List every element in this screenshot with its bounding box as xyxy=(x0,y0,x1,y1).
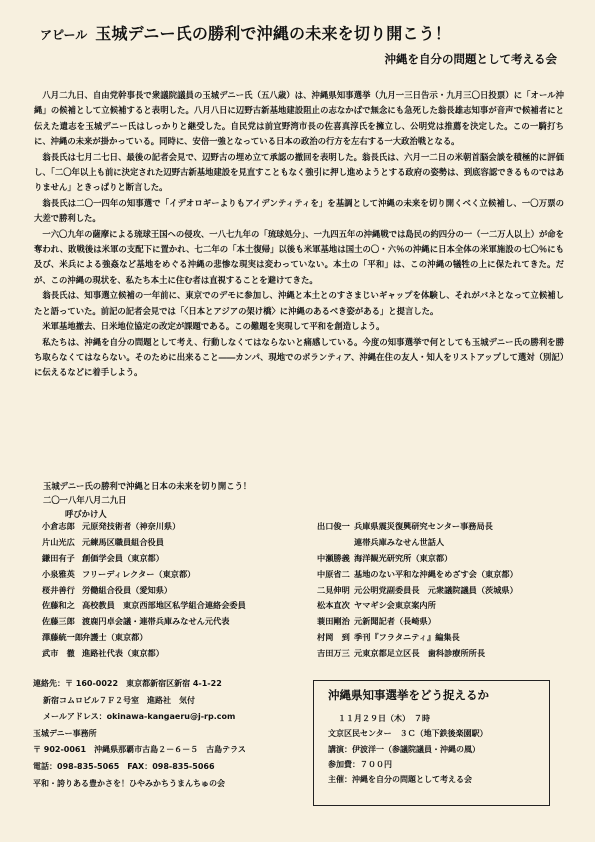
caller-name: 吉田万三 xyxy=(317,648,350,659)
body-paragraph: 翁長氏は二〇一四年の知事選で「イデオロギーよりもアイデンティティを」を基調として沖縄の未来を切り開くべく立候補し、一〇万票の大差で勝利した。 xyxy=(34,197,564,224)
caller-row xyxy=(317,614,518,630)
caller-role: 創価学会員（東京都） xyxy=(82,552,164,563)
caller-role: 労働組合役員（愛知県） xyxy=(82,584,173,595)
organizer-subtitle: 沖縄を自分の問題として考える会 xyxy=(384,52,557,66)
caller-role: 元公明党副委員長 元衆議院議員（茨城県） xyxy=(354,584,518,595)
caller-name: 中瀬勝義 xyxy=(317,552,350,563)
contact-email-line xyxy=(33,709,303,726)
caller-name: 鎌田有子 xyxy=(42,552,75,563)
caller-role: 連帯兵庫みなせん世話人 xyxy=(354,536,445,547)
caller-row xyxy=(42,583,246,599)
callers-heading: 呼びかけ人 xyxy=(65,509,107,519)
caller-role: 季刊『フラタニティ』編集長 xyxy=(354,632,460,643)
caller-name: 蓑田剛治 xyxy=(317,616,350,627)
body-paragraph: 翁長氏は、知事選立候補の一年前に、東京でのデモに参加し、沖縄と本土とのすさまじいギャップを体験し、それがバネとなって立候補したと語っていた。前記の記者会見では「〈日本とアジアの架け橋〉に沖縄のあるべき姿がある」と提言した。 xyxy=(34,290,564,316)
caller-name: 武市 徹 xyxy=(42,648,75,659)
caller-name: 澤藤統一郎 xyxy=(42,632,83,643)
issue-date: 二〇一八年八月二九日 xyxy=(43,495,127,505)
callers-list-left xyxy=(42,519,246,662)
caller-row xyxy=(42,614,246,630)
appeal-label: アピール xyxy=(40,28,88,42)
caller-role: 元新聞記者（長崎県） xyxy=(354,616,436,627)
caller-role: 基地のない平和な沖縄をめざす会（東京都） xyxy=(354,568,518,579)
caller-name: 桜井善行 xyxy=(42,584,75,595)
caller-role: 元練馬区職員組合役員 xyxy=(82,536,164,547)
caller-row xyxy=(317,535,518,551)
body-paragraph: 米軍基地撤去、日米地位協定の改定が課題である。この難題を実現して平和を創造しよう。 xyxy=(42,321,385,332)
caller-row xyxy=(42,598,246,614)
caller-name: 二見伸明 xyxy=(317,584,350,595)
office-phone: 電話：098-835-5065 FAX：098-835-5066 xyxy=(33,761,215,771)
caller-row xyxy=(317,598,518,614)
caller-row xyxy=(317,583,518,599)
caller-name: 佐藤三郎 xyxy=(42,616,75,627)
caller-role: 元東京都足立区長 歯科診療所所長 xyxy=(354,648,486,659)
caller-role: 弁護士（東京都） xyxy=(82,632,148,643)
office-title: 玉城デニー事務所 xyxy=(33,728,97,738)
contact-postal: 〒 160-0022 東京都新宿区新宿 4-1-22 xyxy=(65,679,222,688)
event-speaker: 講演：伊波洋一（参議院議員・沖縄の風） xyxy=(328,744,480,754)
caller-role: 元原発技術者（神奈川県） xyxy=(82,521,181,531)
caller-row xyxy=(317,630,518,646)
event-venue: 文京区民センター ３Ｃ（地下鉄後楽園駅） xyxy=(328,729,488,739)
closing-slogan: 玉城デニー氏の勝利で沖縄と日本の未来を切り開こう！ xyxy=(43,481,252,491)
event-fee: 参加費：７００円 xyxy=(328,759,392,769)
contact-label: 連絡先： xyxy=(33,679,65,688)
event-datetime: １１月２９日（木） ７時 xyxy=(338,714,430,723)
caller-row xyxy=(42,630,246,646)
caller-name: 出口俊一 xyxy=(317,521,350,531)
caller-name: 村岡 到 xyxy=(317,632,350,643)
caller-row xyxy=(317,519,518,535)
caller-role: ヤマギシ会東京案内所 xyxy=(354,600,436,611)
body-paragraph: 八月二九日、自由党幹事長で衆議院議員の玉城デニー氏（五八歳）は、沖縄県知事選挙（九月一三日告示・九月三〇日投票）に「オール沖縄」の候補として立候補すると表明した。八月八日に辺野古新基地建設阻止の志なかばで無念にも急死した翁長雄志知事が音声で候補者にと伝えた遺志を玉城デニー氏はしっかりと継受した。自民党は前宜野湾市長の佐喜真淳氏を擁立し、公明党は推薦を決定した。この一騎打ちに、沖縄の未来が掛かっている。同時に、安倍一強となっている日本の政治の行方を左右する一大政治戦となる。 xyxy=(34,90,564,147)
event-host: 主催：沖縄を自分の問題として考える会 xyxy=(328,775,472,785)
caller-role: 進路社代表（東京都） xyxy=(82,648,164,659)
caller-row xyxy=(42,535,246,551)
caller-row xyxy=(42,519,246,535)
caller-row xyxy=(317,567,518,583)
caller-name: 小倉志郎 xyxy=(42,521,75,531)
office-slogan: 平和・誇りある豊かさを！ひやみかちうまんちゅの会 xyxy=(33,778,225,788)
appeal-body xyxy=(34,88,564,381)
office-address: 〒 902-0061 沖縄県那覇市古島２－６－５ 古島テラス xyxy=(33,745,246,755)
body-paragraph: 私たちは、沖縄を自分の問題として考え、行動しなくてはならないと痛感している。今度の知事選挙で何としても玉城デニー氏の勝利を勝ち取らなくてはならない。そのために出来ること――カンパ、現地でのボランティア、沖縄在住の友人・知人をリストアップして選対（別記）に伝えるなどに着手しよう。 xyxy=(34,336,564,378)
caller-role: 高校教員 東京西部地区私学組合連絡会委員 xyxy=(82,600,246,611)
caller-row xyxy=(317,646,518,662)
contact-address-line xyxy=(33,676,303,693)
main-title: 玉城デニー氏の勝利で沖縄の未来を切り開こう！ xyxy=(95,24,452,43)
email-label: メールアドレス： xyxy=(43,712,107,722)
caller-name: 小泉雅英 xyxy=(42,568,75,579)
caller-name: 松本直次 xyxy=(317,600,350,611)
caller-row xyxy=(42,646,246,662)
caller-name: 片山光広 xyxy=(42,536,75,547)
contact-building: 新宿コムロビル７Ｆ２号室 進路社 気付 xyxy=(43,695,195,705)
caller-name: 中原省二 xyxy=(317,568,350,579)
event-title: 沖縄県知事選挙をどう捉えるか xyxy=(328,688,489,702)
page-title xyxy=(40,21,560,44)
event-box xyxy=(313,680,550,806)
email-link[interactable]: okinawa-kangaeru@j-rp.com xyxy=(106,712,236,722)
caller-role: 海洋観光研究所（東京都） xyxy=(354,552,453,563)
body-paragraph: 一六〇九年の薩摩による琉球王国への侵攻、一八七九年の「琉球処分」、一九四五年の沖縄戦では島民の約四分の一（一二万人以上）が命を奪われ、敗戦後は米軍の支配下に置かれ、七二年の「本土復帰」以後も米軍基地は国土の〇・六％の沖縄に日本全体の米軍施設の七〇％にも及び、米兵による強姦など基地をめぐる沖縄の悲惨な現実は変わっていない。本土の「平和」は、この沖縄の犠牲の上に保たれてきた。だが、この沖縄の現状を、私たち本土に住む者は直視することを避けてきた。 xyxy=(34,228,564,285)
caller-name: 佐藤和之 xyxy=(42,600,75,611)
body-paragraph: 翁長氏は七月二七日、最後の記者会見で、辺野古の埋め立て承認の撤回を表明した。翁長氏は、六月一二日の米朝首脳会談を積極的に評価し、「二〇年以上も前に決定された辺野古新基地建設を見直すこともなく強引に押し進めようとする政府の姿勢は、到底容認できるものではありません」ときっぱりと断言した。 xyxy=(34,151,564,193)
caller-role: 兵庫県震災復興研究センター事務局長 xyxy=(354,521,493,531)
caller-row xyxy=(317,551,518,567)
closing-section xyxy=(43,479,251,521)
callers-list-right xyxy=(317,519,518,662)
caller-role: 渡鹿円卓会議・連帯兵庫みなせん元代表 xyxy=(82,616,230,627)
caller-row xyxy=(42,567,246,583)
caller-row xyxy=(42,551,246,567)
contact-section xyxy=(33,676,303,792)
caller-role: フリーディレクター（東京都） xyxy=(82,568,196,579)
